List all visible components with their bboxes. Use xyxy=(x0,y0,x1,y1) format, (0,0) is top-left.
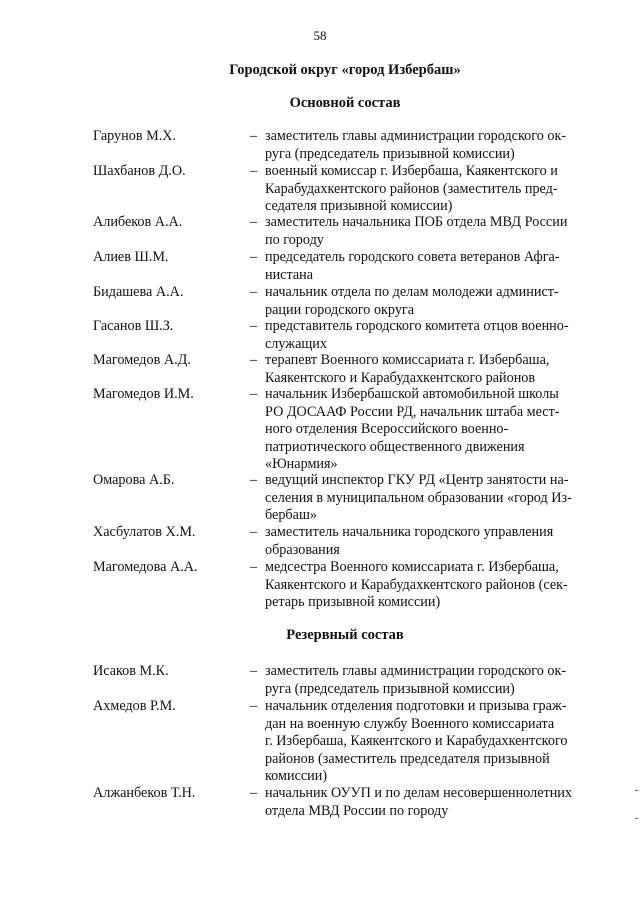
position-line: начальник отделения подготовки и призыва граж- xyxy=(265,698,567,714)
member-position xyxy=(265,559,597,612)
position-line: заместитель начальника ПОБ отдела МВД России xyxy=(265,214,568,230)
position-line: патриотического общественного движения xyxy=(265,438,525,455)
member-position xyxy=(265,698,597,786)
position-line: седателя призывной комиссии) xyxy=(265,198,453,215)
position-line: рации городского округа xyxy=(265,301,415,318)
member-name: Магомедов И.М. xyxy=(93,386,194,402)
position-line: заместитель начальника городского управления xyxy=(265,524,554,540)
position-line: ретарь призывной комиссии) xyxy=(265,594,441,611)
position-line: нистана xyxy=(265,266,314,283)
member-position xyxy=(265,785,597,820)
position-line: заместитель главы администрации городского ок- xyxy=(265,663,567,679)
entry-dash: – xyxy=(250,214,258,230)
position-line: руга (председатель призывной комиссии) xyxy=(265,680,515,697)
entry-dash: – xyxy=(250,663,258,679)
position-line: РО ДОСААФ России РД, начальник штаба мест- xyxy=(265,403,560,420)
entry-dash: – xyxy=(250,472,258,488)
entry-dash: – xyxy=(250,386,258,402)
entry-dash: – xyxy=(250,128,258,144)
member-name: Алиев Ш.М. xyxy=(93,249,169,265)
member-name: Омарова А.Б. xyxy=(93,472,175,488)
member-position xyxy=(265,163,597,216)
member-position xyxy=(265,249,597,284)
position-line: ного отделения Всероссийского военно- xyxy=(265,421,509,438)
member-name: Магомедова А.А. xyxy=(93,559,198,575)
member-position xyxy=(265,128,597,163)
position-line: Каякентского и Карабудахкентского районов xyxy=(265,369,536,386)
scan-artifact xyxy=(635,818,638,819)
position-line: военный комиссар г. Избербаша, Каякентского и xyxy=(265,163,558,179)
member-name: Алжанбеков Т.Н. xyxy=(93,785,196,801)
position-line: комиссии) xyxy=(265,768,328,785)
member-name: Гарунов М.Х. xyxy=(93,128,177,144)
entry-dash: – xyxy=(250,698,258,714)
position-line: начальник ОУУП и по делам несовершеннолетних xyxy=(265,785,572,801)
entry-dash: – xyxy=(250,524,258,540)
member-position xyxy=(265,318,597,353)
position-line: бербаш» xyxy=(265,507,317,524)
position-line: Карабудахкентского районов (заместитель пред- xyxy=(265,180,558,197)
member-position xyxy=(265,214,597,249)
document-title: Городской округ «город Избербаш» xyxy=(229,62,461,78)
position-line: медсестра Военного комиссариата г. Избербаша, xyxy=(265,559,559,575)
member-name: Алибеков А.А. xyxy=(93,214,183,230)
member-name: Шахбанов Д.О. xyxy=(93,163,186,179)
member-name: Магомедов А.Д. xyxy=(93,352,191,368)
main-composition-heading: Основной состав xyxy=(289,95,401,111)
member-position xyxy=(265,352,597,387)
position-line: служащих xyxy=(265,335,327,352)
scan-artifact xyxy=(635,790,638,791)
member-name: Исаков М.К. xyxy=(93,663,169,679)
reserve-composition-heading: Резервный состав xyxy=(286,627,404,643)
position-line: начальник отдела по делам молодежи админист- xyxy=(265,284,559,300)
position-line: дан на военную службу Военного комиссариата xyxy=(265,715,555,732)
member-position xyxy=(265,663,597,698)
entry-dash: – xyxy=(250,284,258,300)
position-line: по городу xyxy=(265,231,324,248)
position-line: районов (заместитель председателя призывной xyxy=(265,750,550,767)
entry-dash: – xyxy=(250,352,258,368)
entry-dash: – xyxy=(250,318,258,334)
member-position xyxy=(265,472,597,525)
position-line: терапевт Военного комиссариата г. Избербаша, xyxy=(265,352,550,368)
member-position xyxy=(265,524,597,559)
position-line: «Юнармия» xyxy=(265,456,338,473)
position-line: ведущий инспектор ГКУ РД «Центр занятости на- xyxy=(265,472,569,488)
position-line: селения в муниципальном образовании «город Из- xyxy=(265,489,572,506)
position-line: г. Избербаша, Каякентского и Карабудахкентского xyxy=(265,733,568,750)
position-line: заместитель главы администрации городского ок- xyxy=(265,128,567,144)
member-name: Бидашева А.А. xyxy=(93,284,184,300)
position-line: председатель городского совета ветеранов Афга- xyxy=(265,249,560,265)
position-line: представитель городского комитета отцов военно- xyxy=(265,318,569,334)
position-line: начальник Избербашской автомобильной школы xyxy=(265,386,559,402)
page-number: 58 xyxy=(313,28,327,43)
entry-dash: – xyxy=(250,249,258,265)
position-line: образования xyxy=(265,541,340,558)
position-line: руга (председатель призывной комиссии) xyxy=(265,145,515,162)
entry-dash: – xyxy=(250,785,258,801)
member-name: Гасанов Ш.З. xyxy=(93,318,174,334)
member-name: Ахмедов Р.М. xyxy=(93,698,176,714)
position-line: отдела МВД России по городу xyxy=(265,802,449,819)
member-name: Хасбулатов Х.М. xyxy=(93,524,196,540)
entry-dash: – xyxy=(250,163,258,179)
position-line: Каякентского и Карабудахкентского районов (сек- xyxy=(265,576,568,593)
member-position xyxy=(265,386,597,474)
entry-dash: – xyxy=(250,559,258,575)
member-position xyxy=(265,284,597,319)
